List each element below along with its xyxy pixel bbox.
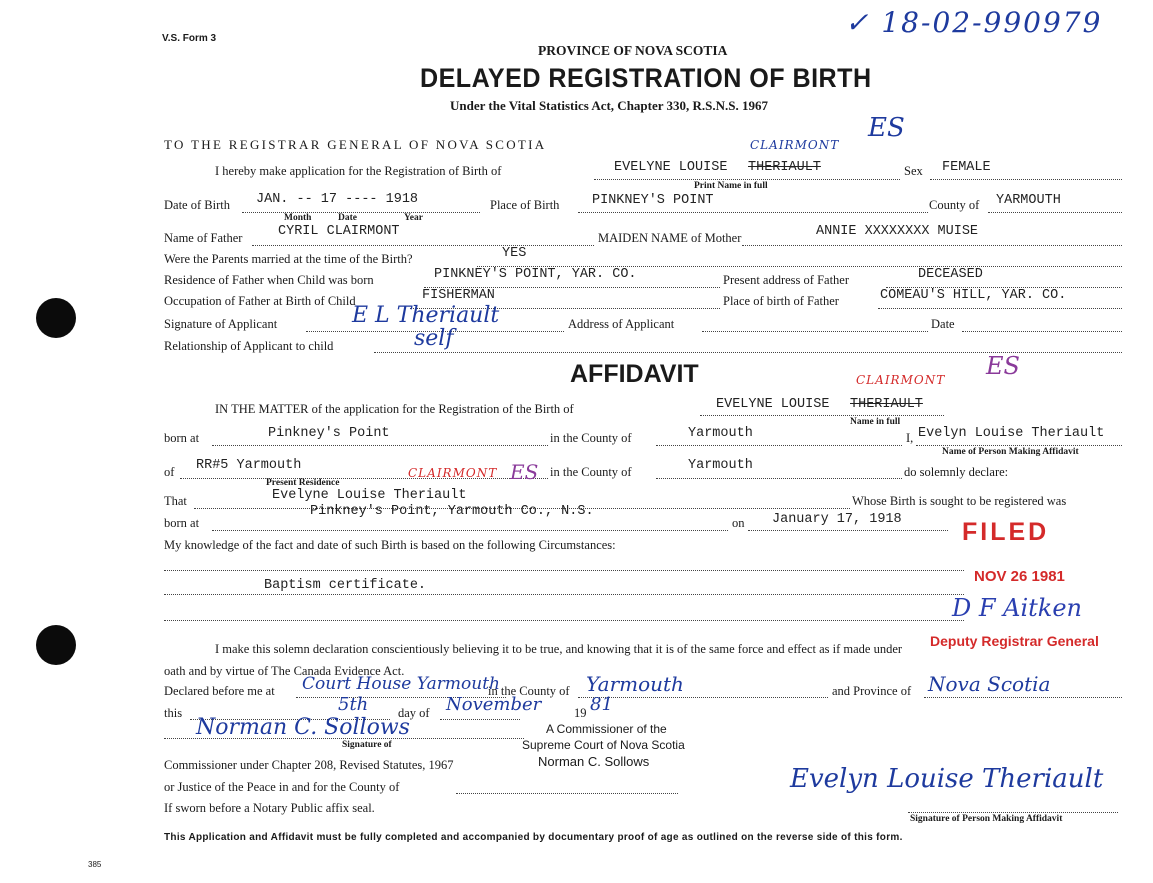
on-label: on xyxy=(732,516,745,530)
residence-affidavit-field: RR#5 Yarmouth xyxy=(196,458,302,473)
filed-date: NOV 26 1981 xyxy=(974,568,1065,585)
that-name-correction: CLAIRMONT xyxy=(408,466,498,480)
punch-hole-top xyxy=(36,298,76,338)
affidavit-child-surname-correction: CLAIRMONT xyxy=(856,373,946,387)
declared-province-field: Nova Scotia xyxy=(928,672,1051,696)
addressee: TO THE REGISTRAR GENERAL OF NOVA SCOTIA xyxy=(164,137,547,152)
registrar-signature: D F Aitken xyxy=(952,594,1083,622)
declared-label: Declared before me at xyxy=(164,684,275,698)
father-birthplace-label: Place of birth of Father xyxy=(723,294,839,308)
affidavit-initials-mark: ES xyxy=(986,352,1020,380)
born-at2-field: Pinkney's Point, Yarmouth Co., N.S. xyxy=(310,504,594,519)
date-label: Date xyxy=(931,317,955,331)
father-field: CYRIL CLAIRMONT xyxy=(278,224,400,239)
day-field: 5th xyxy=(338,694,369,715)
year-prefix-label: 19 xyxy=(574,706,587,720)
registrar-title: Deputy Registrar General xyxy=(930,633,1099,649)
father-label: Name of Father xyxy=(164,231,243,245)
date-caption: Date xyxy=(338,213,357,223)
child-surname-correction: CLAIRMONT xyxy=(750,138,840,152)
affidavit-heading: AFFIDAVIT xyxy=(570,360,699,388)
mother-label: MAIDEN NAME of Mother xyxy=(598,231,742,245)
justice-label: or Justice of the Peace in and for the County of xyxy=(164,780,400,794)
affidavit-child-name: EVELYNE LOUISE xyxy=(716,397,830,412)
that-initials-mark: ES xyxy=(510,460,539,484)
commissioner-chapter-label: Commissioner under Chapter 208, Revised Statutes, 1967 xyxy=(164,758,454,772)
page-title: DELAYED REGISTRATION OF BIRTH xyxy=(420,63,872,93)
declared-province-label: and Province of xyxy=(832,684,912,698)
place-field: PINKNEY'S POINT xyxy=(592,193,714,208)
filed-stamp: FILED xyxy=(962,518,1050,546)
father-birthplace-field: COMEAU'S HILL, YAR. CO. xyxy=(880,288,1067,303)
present-address-field: DECEASED xyxy=(918,267,983,282)
commissioner-signature-caption: Signature of xyxy=(342,740,392,750)
initials-mark: ES xyxy=(868,113,905,143)
residence-label: Residence of Father when Child was born xyxy=(164,273,374,287)
commissioner-stamp-3: Norman C. Sollows xyxy=(538,754,650,769)
county-field-affidavit: Yarmouth xyxy=(688,426,753,441)
present-residence-caption: Present Residence xyxy=(266,478,340,488)
province-heading: PROVINCE OF NOVA SCOTIA xyxy=(538,43,728,58)
month-caption: Month xyxy=(284,213,312,223)
of-label: of xyxy=(164,465,175,479)
signature-label: Signature of Applicant xyxy=(164,317,278,331)
affiant-name-field: Evelyn Louise Theriault xyxy=(918,426,1105,441)
name-in-full-caption: Name in full xyxy=(850,417,901,427)
circumstance-field: Baptism certificate. xyxy=(264,578,427,593)
that-label: That xyxy=(164,494,187,508)
born-at2-label: born at xyxy=(164,516,200,530)
commissioner-stamp-1: A Commissioner of the xyxy=(546,722,667,736)
applicant-address-label: Address of Applicant xyxy=(568,317,675,331)
in-county-label-2: in the County of xyxy=(550,465,632,479)
married-field: YES xyxy=(502,246,527,261)
child-name-field: EVELYNE LOUISE xyxy=(614,160,728,175)
print-name-caption: Print Name in full xyxy=(694,181,768,191)
solemnly-label: do solemnly declare: xyxy=(904,465,1009,479)
year-caption: Year xyxy=(404,213,423,223)
affidavit-child-surname-struck: THERIAULT xyxy=(850,397,923,412)
punch-hole-bottom xyxy=(36,625,76,665)
declared-at-field: Court House Yarmouth xyxy=(302,674,500,694)
in-county-label: in the County of xyxy=(550,431,632,445)
dob-label: Date of Birth xyxy=(164,198,230,212)
on-date-field: January 17, 1918 xyxy=(772,512,902,527)
born-at-field: Pinkney's Point xyxy=(268,426,390,441)
county-field: YARMOUTH xyxy=(996,193,1061,208)
affiant-signature: Evelyn Louise Theriault xyxy=(790,764,1104,794)
married-label: Were the Parents married at the time of the Birth? xyxy=(164,252,413,266)
i-label: I, xyxy=(906,431,914,445)
applicant-signature: E L Theriault xyxy=(352,303,500,328)
commissioner-stamp-2: Supreme Court of Nova Scotia xyxy=(522,738,685,752)
page-code: 385 xyxy=(88,860,102,869)
that-name-field: Evelyne Louise Theriault xyxy=(272,488,467,503)
child-surname-struck: THERIAULT xyxy=(748,160,821,175)
occupation-field: FISHERMAN xyxy=(422,288,495,303)
commissioner-signature: Norman C. Sollows xyxy=(196,715,410,740)
county2-field: Yarmouth xyxy=(688,458,753,473)
mother-field: ANNIE XXXXXXXX MUISE xyxy=(816,224,979,239)
month-field: November xyxy=(446,694,542,715)
application-intro-label: I hereby make application for the Registration of Birth of xyxy=(215,164,502,178)
declaration-line-1: I make this solemn declaration conscientiously believing it to be true, and knowing that it is of the same force and effect as if made under xyxy=(215,642,903,656)
occupation-label: Occupation of Father at Birth of Child xyxy=(164,294,356,308)
relationship-label: Relationship of Applicant to child xyxy=(164,339,334,353)
matter-label: IN THE MATTER of the application for the Registration of the Birth of xyxy=(215,402,574,416)
sex-field: FEMALE xyxy=(942,160,991,175)
whose-birth-label: Whose Birth is sought to be registered was xyxy=(852,494,1067,508)
county-label: County of xyxy=(929,198,980,212)
affiant-name-caption: Name of Person Making Affidavit xyxy=(942,447,1079,457)
this-label: this xyxy=(164,706,183,720)
relationship-field: self xyxy=(414,326,454,351)
born-at-label: born at xyxy=(164,431,200,445)
file-number: ✓ 18-02-990979 xyxy=(845,6,1103,39)
knowledge-label: My knowledge of the fact and date of such Birth is based on the following Circumstances: xyxy=(164,538,616,552)
year-field: 81 xyxy=(590,694,613,715)
present-address-label: Present address of Father xyxy=(723,273,850,287)
affiant-signature-caption: Signature of Person Making Affidavit xyxy=(910,814,1063,824)
notary-label: If sworn before a Notary Public affix seal. xyxy=(164,801,375,815)
dob-field: JAN. -- 17 ---- 1918 xyxy=(256,192,419,207)
declaration-line-2: oath and by virtue of The Canada Evidence Act. xyxy=(164,664,405,678)
sex-label: Sex xyxy=(904,164,923,178)
place-label: Place of Birth xyxy=(490,198,560,212)
day-of-label: day of xyxy=(398,706,430,720)
form-number: V.S. Form 3 xyxy=(162,33,217,44)
declared-county-label: in the County of xyxy=(488,684,570,698)
residence-field: PINKNEY'S POINT, YAR. CO. xyxy=(434,267,637,282)
declared-county-field: Yarmouth xyxy=(586,672,684,696)
footer-note: This Application and Affidavit must be fully completed and accompanied by documentary proof of age as outlined on the reverse side of this form. xyxy=(164,832,903,843)
page-subtitle: Under the Vital Statistics Act, Chapter 330, R.S.N.S. 1967 xyxy=(450,98,769,113)
